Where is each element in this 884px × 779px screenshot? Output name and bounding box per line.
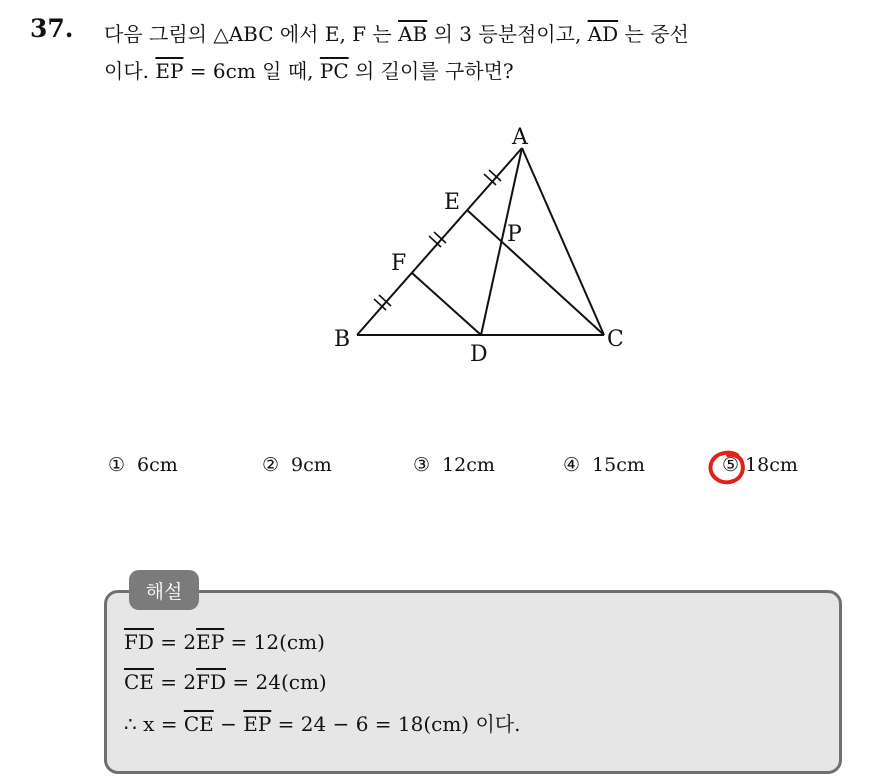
segment-name: $\overline{EP}$ (243, 712, 272, 736)
segment-name: $\overline{CE}$ (183, 712, 214, 736)
solution-line-3 (124, 708, 520, 737)
choice-text: 15cm (592, 454, 645, 476)
label-c: C (607, 327, 624, 352)
text-run: = 24 − 6 = 18(cm) 이다. (271, 712, 521, 736)
choice-2[interactable] (262, 454, 332, 476)
text-run: = 2 (153, 630, 197, 654)
choice-1[interactable] (108, 454, 178, 476)
text-run: 의 길이를 구하면? (348, 59, 514, 83)
text-run: = 2 (153, 670, 197, 694)
choice-text: 6cm (137, 454, 178, 476)
question-text-line-2 (104, 55, 514, 84)
answer-choices (0, 454, 884, 490)
red-circle-stroke (711, 453, 743, 483)
text-run: = 12(cm) (224, 630, 325, 654)
segment-name: $\overline{PC}$ (319, 59, 349, 83)
label-b: B (334, 327, 351, 352)
label-d: D (470, 342, 488, 367)
text-run: = 24(cm) (226, 670, 327, 694)
segment-name: $\overline{EP}$ (196, 630, 225, 654)
segment-name: $\overline{FD}$ (124, 630, 154, 654)
text-run: 이다. (104, 59, 156, 83)
tick-marks (374, 170, 501, 310)
choice-marker: ② (262, 454, 280, 476)
choice-marker: ③ (413, 454, 431, 476)
triangle-figure (320, 110, 640, 370)
side-ac (522, 148, 604, 335)
segment-fd (412, 273, 481, 335)
answer-circle-mark (707, 449, 747, 487)
label-e: E (444, 190, 461, 215)
choice-text: 9cm (291, 454, 332, 476)
text-run: 는 중선 (618, 22, 689, 46)
label-f: F (391, 251, 407, 276)
segment-name: $\overline{AB}$ (398, 22, 428, 46)
question-text-line-1 (104, 18, 689, 47)
solution-line-2 (124, 670, 327, 694)
label-p: P (507, 222, 522, 247)
choice-4[interactable] (563, 454, 645, 476)
label-a: A (512, 125, 528, 150)
segment-name: $\overline{AD}$ (587, 22, 619, 46)
choice-text: 12cm (442, 454, 495, 476)
text-run: 다음 그림의 △ABC 에서 E, F 는 (104, 22, 399, 46)
segment-ec (467, 210, 604, 335)
segment-name: $\overline{CE}$ (124, 670, 154, 694)
text-run: 의 3 등분점이고, (427, 22, 588, 46)
choice-marker: ⑤ (722, 454, 740, 476)
text-run: ∴ x = (124, 712, 184, 736)
text-run: = 6cm 일 때, (183, 59, 320, 83)
choice-3[interactable] (413, 454, 495, 476)
choice-marker: ④ (563, 454, 581, 476)
choice-marker: ① (108, 454, 126, 476)
solution-tab: 해설 (129, 570, 199, 610)
segment-name: $\overline{FD}$ (196, 670, 227, 694)
solution-line-1 (124, 630, 325, 654)
question-number: 37. (30, 14, 74, 43)
choice-text: 18cm (745, 454, 798, 476)
segment-name: $\overline{EP}$ (155, 59, 184, 83)
text-run: − (213, 712, 244, 736)
